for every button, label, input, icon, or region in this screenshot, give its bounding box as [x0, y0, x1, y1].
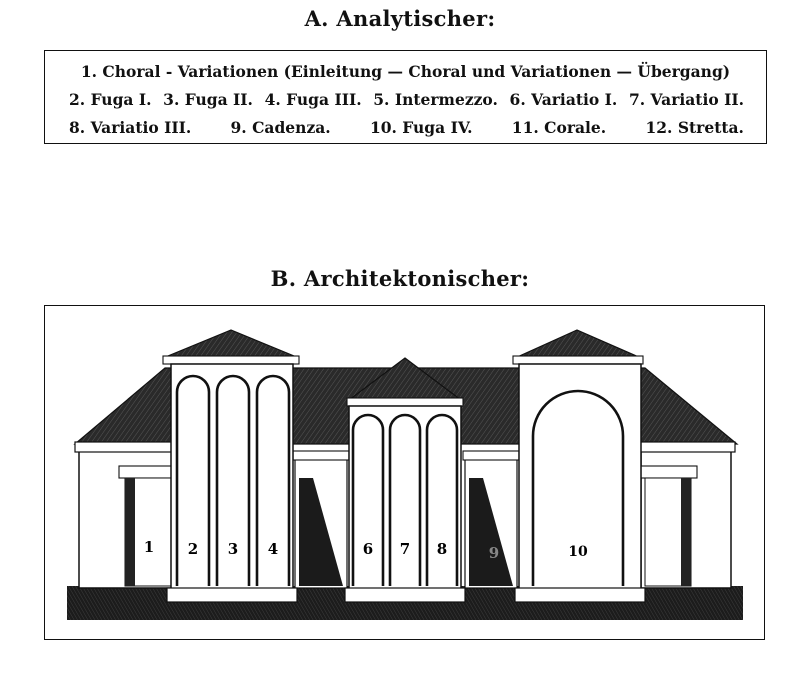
bay-number: 6: [362, 540, 374, 558]
right-inner-shadow: [681, 478, 691, 586]
bay-number: 2: [187, 540, 199, 558]
right-wing-cornice: [639, 442, 735, 452]
bay-number: 8: [436, 540, 448, 558]
analysis-item: 2. Fuga I.: [69, 90, 152, 109]
architectural-drawing: [45, 306, 765, 640]
left-tower-cornice: [163, 356, 299, 364]
bay-number: 4: [267, 540, 279, 558]
analysis-line-3: [45, 118, 766, 137]
analysis-item: 6. Variatio I.: [509, 90, 618, 109]
analysis-item: 11. Corale.: [511, 118, 607, 137]
bay-number: 7: [399, 540, 411, 558]
analysis-item: 5. Intermezzo.: [373, 90, 498, 109]
analysis-list-box: [44, 50, 767, 144]
bay-number: 9: [488, 544, 500, 562]
right-tower-cornice: [513, 356, 643, 364]
analysis-item: 4. Fuga III.: [264, 90, 362, 109]
left-wing-cornice: [75, 442, 175, 452]
left-tower-base: [167, 588, 297, 602]
middle-tower-body: [349, 406, 461, 590]
connector-cornice-right: [463, 451, 519, 460]
architectural-drawing-frame: [44, 305, 765, 640]
left-entablature: [119, 466, 173, 478]
analysis-item: 10. Fuga IV.: [369, 118, 473, 137]
analysis-line-2: [45, 90, 766, 109]
analysis-item: 7. Variatio II.: [628, 90, 744, 109]
right-tower-roof: [515, 330, 641, 358]
analysis-item: 3. Fuga II.: [163, 90, 253, 109]
right-entablature: [641, 466, 697, 478]
analysis-item: 8. Variatio III.: [69, 118, 192, 137]
bay-number: 1: [143, 538, 155, 556]
section-b-title: B. Architektonischer:: [270, 266, 530, 291]
bay-number: 3: [227, 540, 239, 558]
analysis-item: 12. Stretta.: [645, 118, 744, 137]
section-a-title: A. Analytischer:: [304, 6, 496, 31]
left-inner-shadow: [125, 478, 135, 586]
analysis-item: 9. Cadenza.: [230, 118, 331, 137]
left-tower-roof: [163, 330, 299, 358]
middle-tower-base: [345, 588, 465, 602]
right-tower-base: [515, 588, 645, 602]
analysis-line-1: 1. Choral - Variationen (Einleitung — Choral und Variationen — Übergang): [80, 62, 731, 81]
middle-tower-cornice: [347, 398, 463, 406]
bay-number: 10: [568, 544, 588, 560]
connector-cornice-left: [293, 451, 349, 460]
